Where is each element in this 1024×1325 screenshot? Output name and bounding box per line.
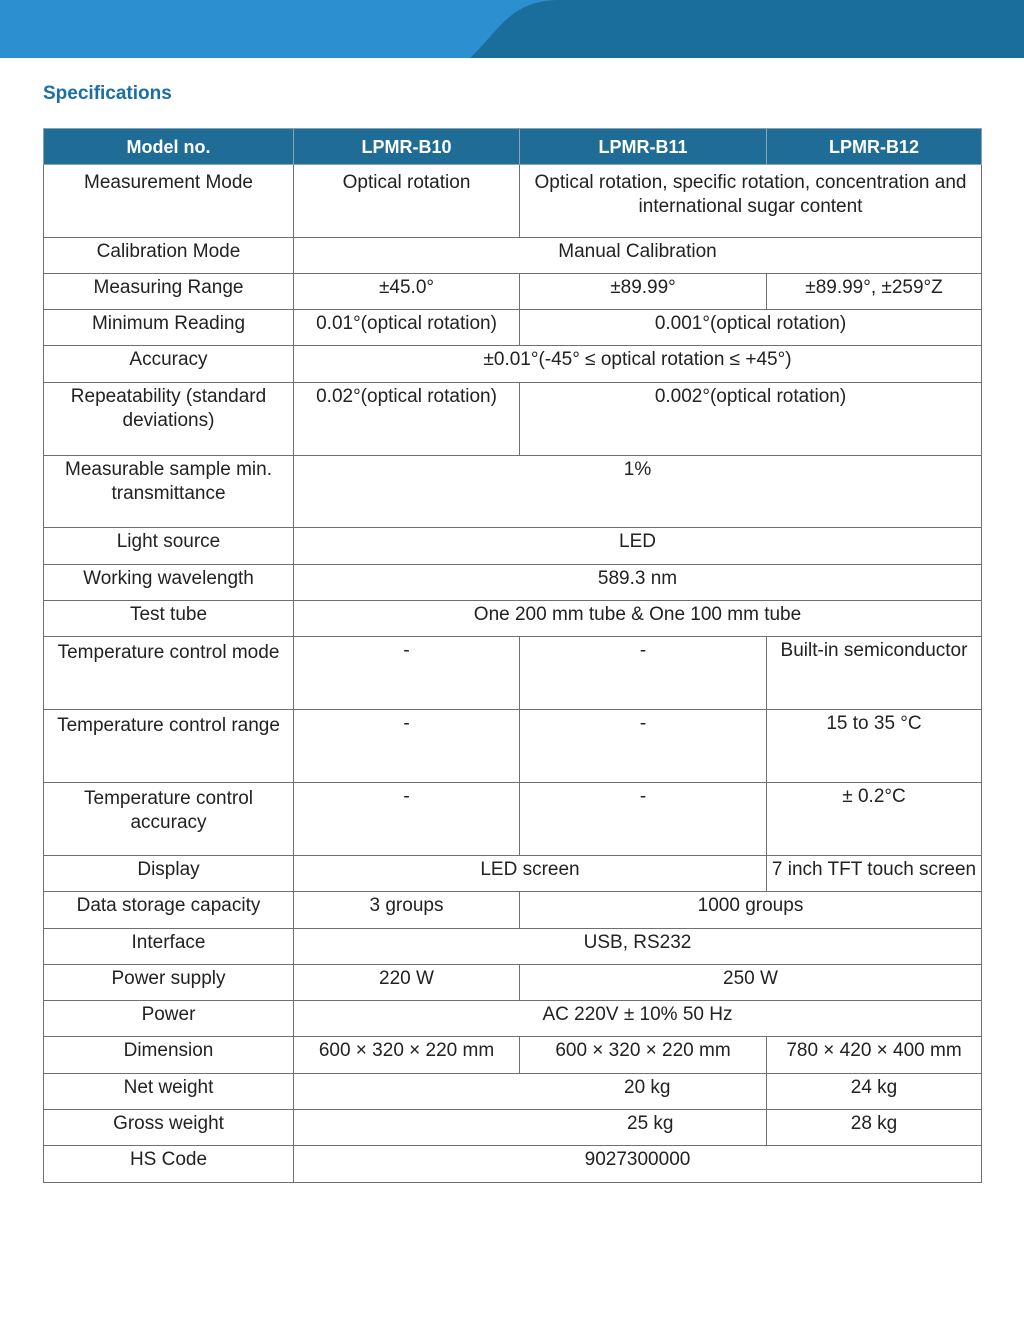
table-row [44,929,982,965]
table-row [44,383,982,456]
row-label: Gross weight [44,1110,294,1146]
cell-value: 250 W [520,965,982,1001]
cell-value: Manual Calibration [294,238,982,274]
header-lpmr-b12: LPMR-B12 [767,129,982,165]
cell-value: 24 kg [767,1074,982,1110]
table-row [44,965,982,1001]
table-header-row [44,129,982,165]
row-label: Calibration Mode [44,238,294,274]
cell-value: 589.3 nm [294,565,982,601]
cell-value: 600 × 320 × 220 mm [520,1037,767,1074]
row-label: Repeatability (standard deviations) [44,383,294,456]
row-label: Power [44,1001,294,1037]
table-row [44,1146,982,1183]
cell-value: 25 kg [294,1110,767,1146]
cell-value: ±45.0° [294,274,520,310]
cell-value: - [520,637,767,710]
cell-value: 0.002°(optical rotation) [520,383,982,456]
cell-value: 3 groups [294,892,520,929]
row-label: Measuring Range [44,274,294,310]
row-label: Power supply [44,965,294,1001]
cell-value: - [520,783,767,856]
cell-value: Optical rotation, specific rotation, concentration and international sugar content [520,165,982,238]
table-row [44,1074,982,1110]
table-row [44,1001,982,1037]
cell-value: - [294,637,520,710]
cell-value: LED screen [294,856,767,892]
row-label: Display [44,856,294,892]
row-label: Light source [44,528,294,565]
cell-value: Built-in semiconductor [767,637,982,710]
table-row [44,456,982,528]
cell-value: 780 × 420 × 400 mm [767,1037,982,1074]
cell-value: 0.001°(optical rotation) [520,310,982,346]
top-banner [0,0,1024,58]
table-row [44,528,982,565]
table-row [44,165,982,238]
row-label: Net weight [44,1074,294,1110]
table-row [44,274,982,310]
cell-value: 28 kg [767,1110,982,1146]
table-row [44,637,982,710]
cell-value: ±89.99°, ±259°Z [767,274,982,310]
table-row [44,565,982,601]
page-title: Specifications [43,83,172,104]
row-label: Measurable sample min. transmittance [44,456,294,528]
table-row [44,310,982,346]
cell-value: 0.01°(optical rotation) [294,310,520,346]
table-row [44,601,982,637]
row-label: Test tube [44,601,294,637]
cell-value: 600 × 320 × 220 mm [294,1037,520,1074]
cell-value: - [520,710,767,783]
cell-value: 9027300000 [294,1146,982,1183]
row-label: Minimum Reading [44,310,294,346]
cell-value: 20 kg [294,1074,767,1110]
table-row [44,710,982,783]
header-lpmr-b10: LPMR-B10 [294,129,520,165]
cell-value: 7 inch TFT touch screen [767,856,982,892]
row-label: Data storage capacity [44,892,294,929]
cell-value: - [294,710,520,783]
row-label: Temperature control accuracy [44,783,294,856]
table-row [44,783,982,856]
cell-value: One 200 mm tube & One 100 mm tube [294,601,982,637]
header-lpmr-b11: LPMR-B11 [520,129,767,165]
cell-value: 220 W [294,965,520,1001]
cell-value: - [294,783,520,856]
row-label: Interface [44,929,294,965]
table-row [44,856,982,892]
cell-value: ± 0.2°C [767,783,982,856]
cell-value: 15 to 35 °C [767,710,982,783]
row-label: Measurement Mode [44,165,294,238]
header-model-no: Model no. [44,129,294,165]
row-label: HS Code [44,1146,294,1183]
row-label: Accuracy [44,346,294,383]
table-row [44,346,982,383]
table-row [44,1110,982,1146]
cell-value: ±89.99° [520,274,767,310]
cell-value: LED [294,528,982,565]
row-label: Dimension [44,1037,294,1074]
cell-value: USB, RS232 [294,929,982,965]
cell-value: 1000 groups [520,892,982,929]
row-label: Temperature control mode [44,637,294,710]
cell-value: AC 220V ± 10% 50 Hz [294,1001,982,1037]
specifications-table [43,128,982,1183]
row-label: Working wavelength [44,565,294,601]
cell-value: ±0.01°(-45° ≤ optical rotation ≤ +45°) [294,346,982,383]
cell-value: 0.02°(optical rotation) [294,383,520,456]
cell-value: 1% [294,456,982,528]
table-row [44,1037,982,1074]
cell-value: Optical rotation [294,165,520,238]
table-row [44,892,982,929]
table-row [44,238,982,274]
row-label: Temperature control range [44,710,294,783]
